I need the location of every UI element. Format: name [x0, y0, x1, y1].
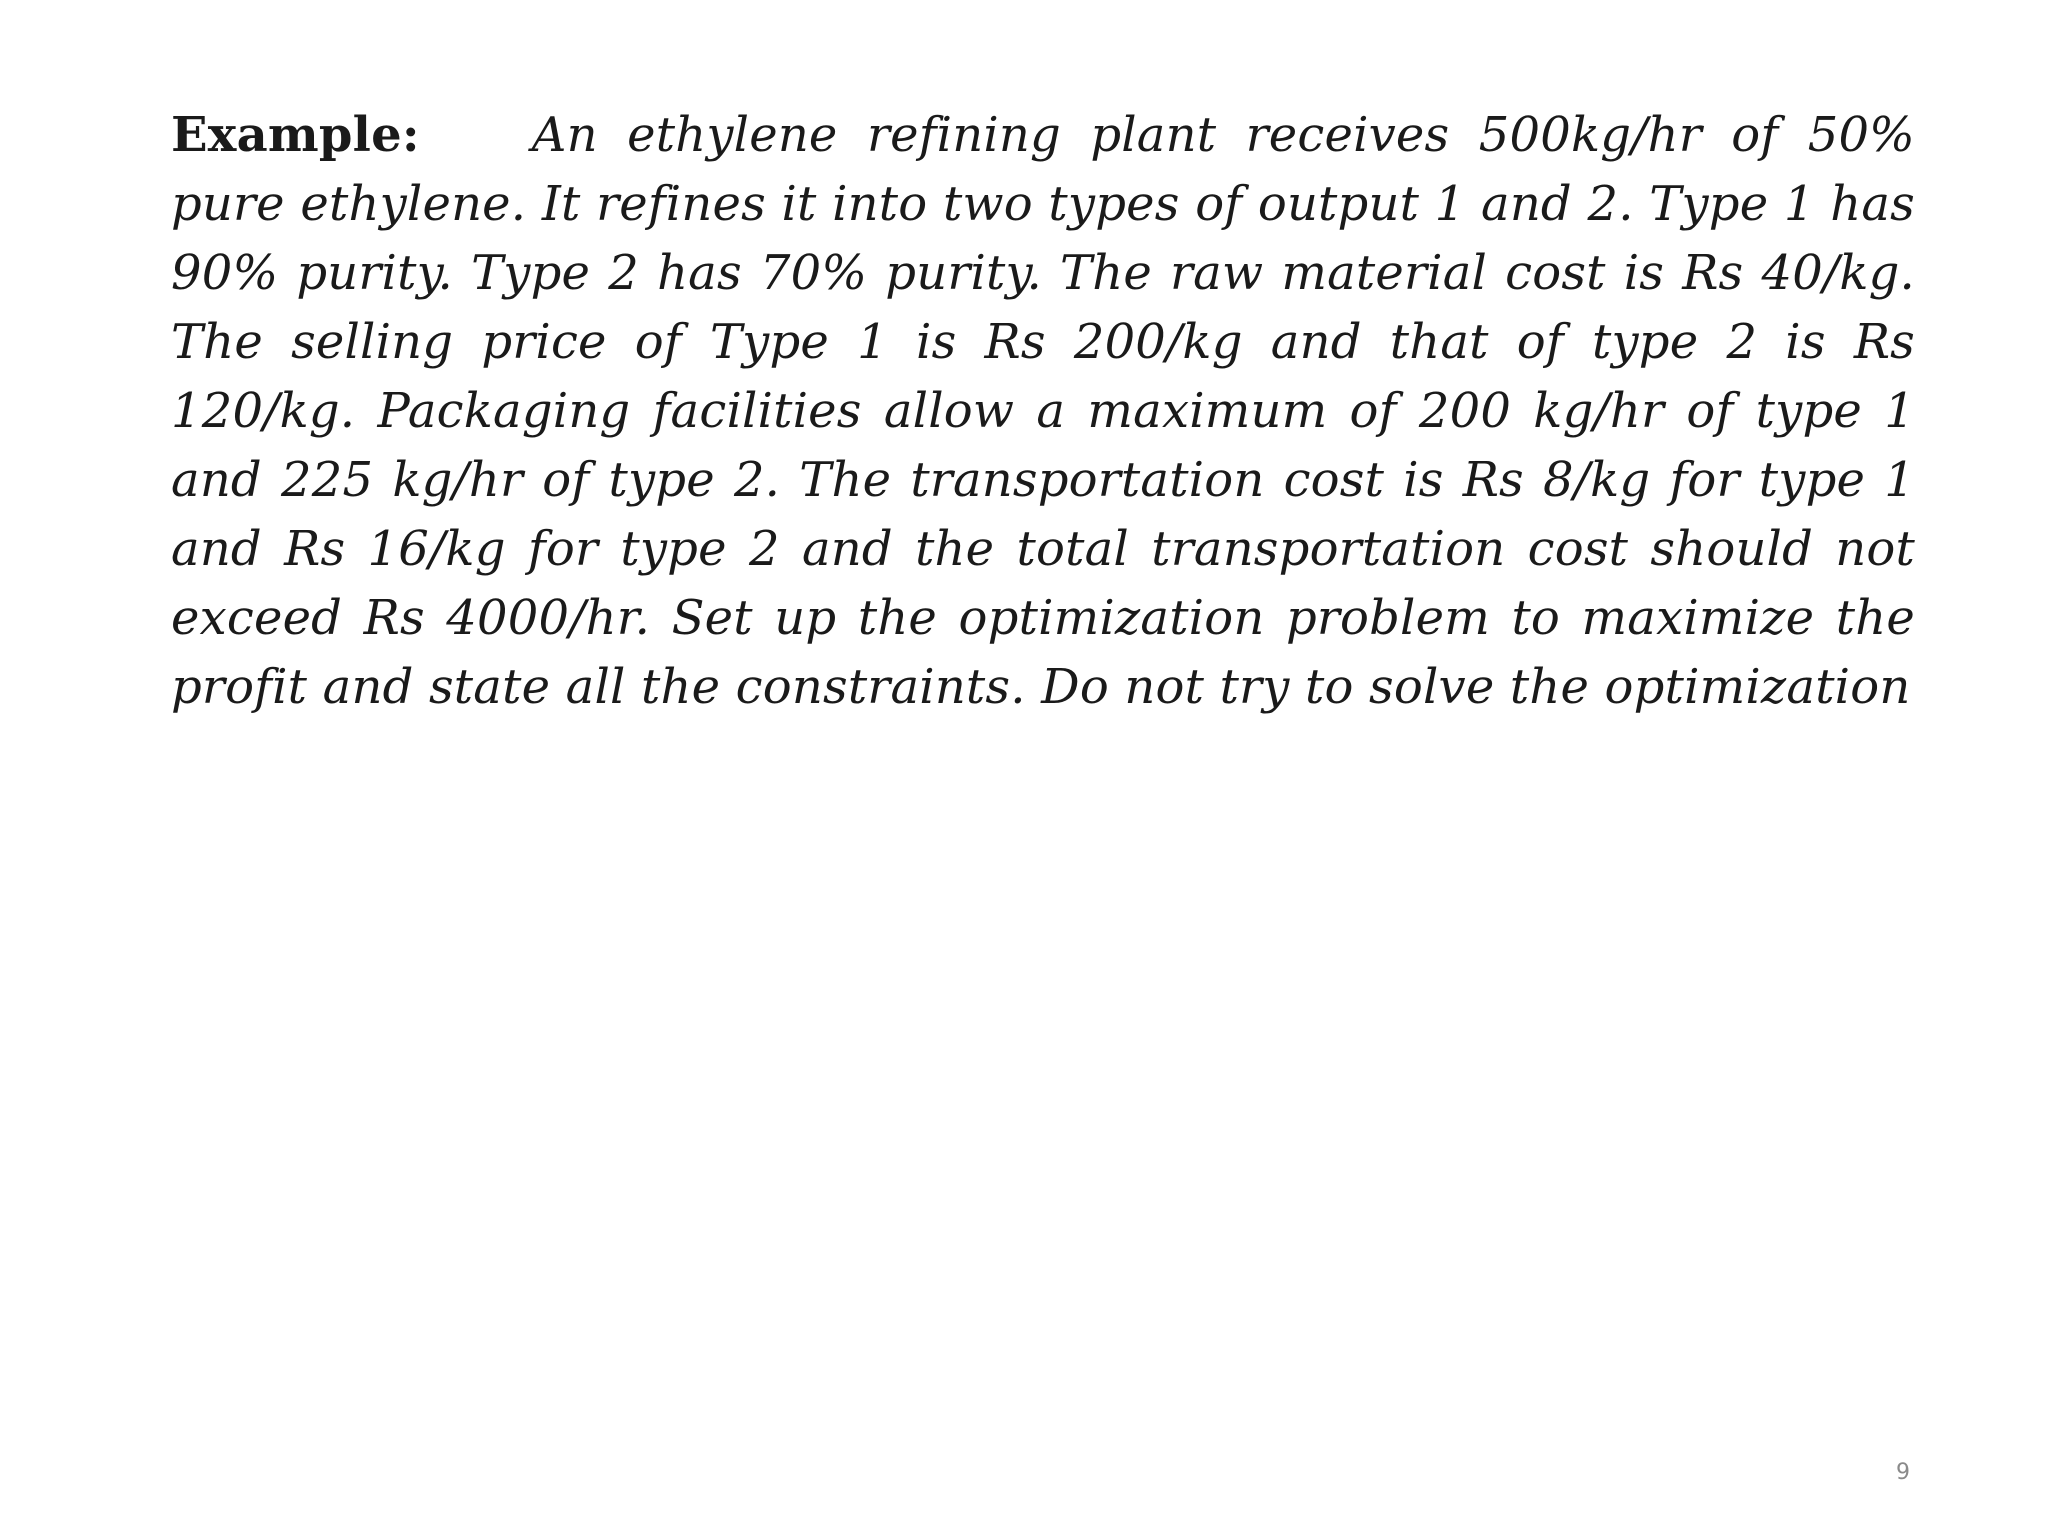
- page-number: 9: [1896, 1460, 1910, 1485]
- example-paragraph: [171, 101, 1915, 722]
- example-label: Example:: [171, 107, 420, 163]
- example-text: An ethylene refining plant receives 500kg/hr of 50% pure ethylene. It refines it into two types of output 1 and 2. Type 1 has 90% purity. Type 2 has 70% purity. The raw material cost is Rs 40/kg. The selling price of Type 1 is Rs 200/kg and that of type 2 is Rs 120/kg. Packaging facilities allow a maximum of 200 kg/hr of type 1 and 225 kg/hr of type 2. The transportation cost is Rs 8/kg for type 1 and Rs 16/kg for type 2 and the total transportation cost should not exceed Rs 4000/hr. Set up the optimization problem to maximize the profit and state all the constraints. Do not try to solve the optimization: [171, 107, 1915, 715]
